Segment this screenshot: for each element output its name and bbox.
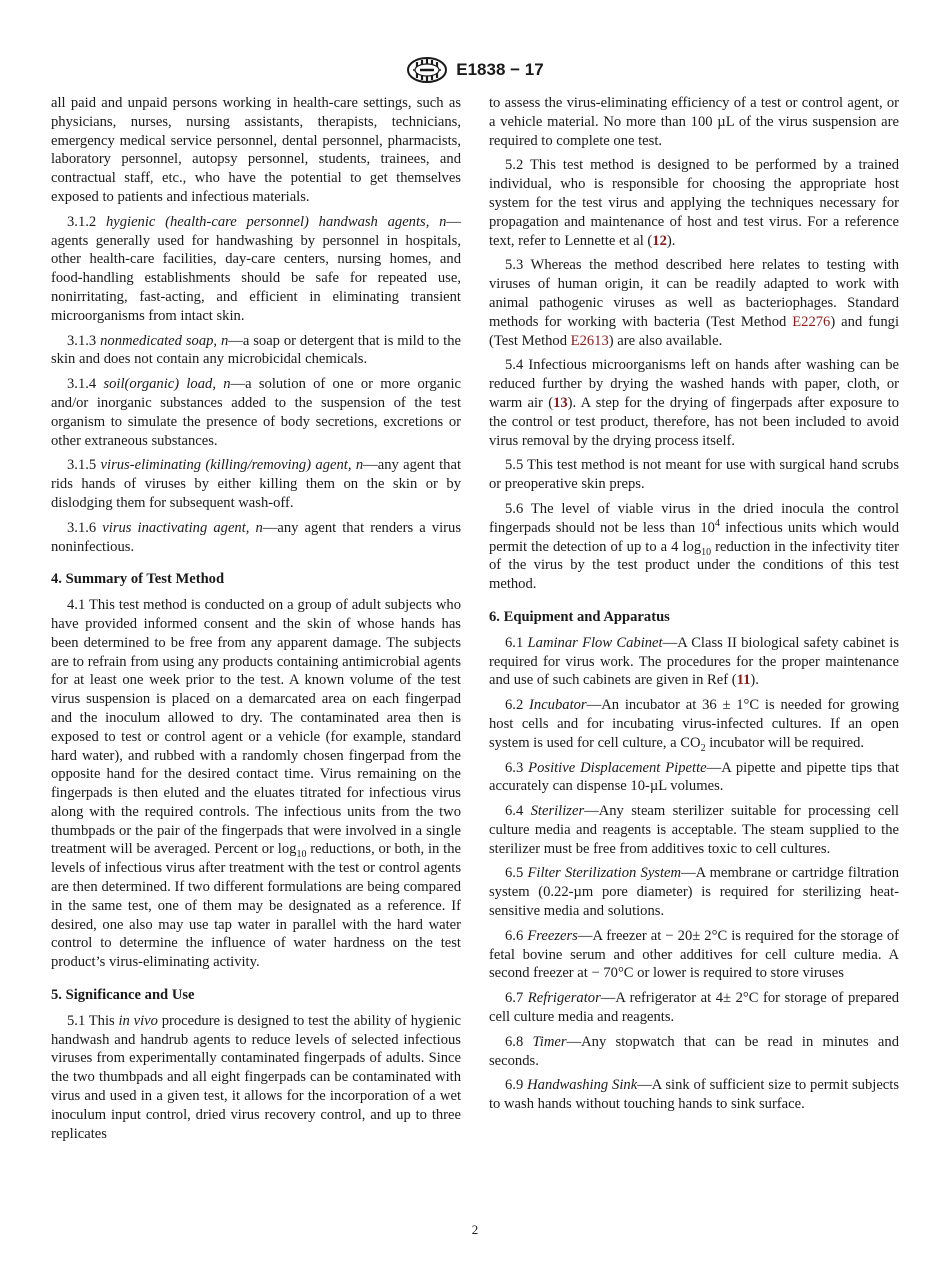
term: hygienic (health-care personnel) handwash agents, n [105, 213, 447, 230]
paragraph-6-6: 6.6 Freezers—A freezer at − 20± 2°C is required for the storage of fetal bovine serum and other additives for cell culture media. A second freezer at − 70°C or lower is required to store viruses [489, 927, 900, 982]
section-heading-6: 6. Equipment and Apparatus [489, 608, 670, 625]
paragraph-5-1: 5.1 This in vivo procedure is designed to test the ability of hygienic handwash and handrub agents to reduce levels of selected infectious viruses from experimentally contaminated fingerpads of adults. Since the two thumbpads and all eight fingerpads can be contaminated with virus and used in a given test, it allows for the incorporation of a wet inoculum input control, dried virus recovery control, and up to three replicates [51, 1012, 461, 1142]
section-heading-5: 5. Significance and Use [51, 987, 195, 1004]
page-number: 2 [471, 1222, 479, 1237]
section-heading-4: 4. Summary of Test Method [51, 571, 225, 588]
definition-3-1-5: 3.1.5 virus-eliminating (killing/removing) agent, n—any agent that rids hands of viruses by either killing them on the skin or by dislodging them for subsequent wash-off. [51, 457, 461, 511]
paragraph-6-9: 6.9 Handwashing Sink—A sink of sufficient size to permit subjects to wash hands without touching hands to sink surface. [489, 1077, 900, 1113]
right-column [489, 94, 899, 1120]
reference-link[interactable]: 13 [553, 394, 568, 411]
term: virus-eliminating (killing/removing) agent, n [100, 457, 364, 474]
standard-designation: E1838 − 17 [456, 60, 544, 79]
paragraph-5-4: 5.4 Infectious microorganisms left on hands after washing can be reduced further by drying the washed hands with paper, cloth, or warm air (13). A step for the drying of fingerpads after exposure to the control or test product, therefore, has not been included to avoid virus removal by the drying process itself. [489, 357, 899, 449]
paragraph-4-1: 4.1 This test method is conducted on a group of adult subjects who have provided informed consent and the skin of whose hands has been determined to be free from any apparent damage. The subjects are to refrain from using any products containing antimicrobial agents for at least one week prior to the test. A known volume of the test virus suspension is placed on a demarcated area on each fingerpad and the inoculum allowed to dry. The contaminated area then is exposed to test or control agent or a vehicle (for example, standard hard water), and rubbed with a randomly chosen fingerpad from the opposite hand for the desired contact time. Virus remaining on the fingerpads is then eluted and the eluates titrated for infectious virus along with the required controls. The infectious units from the two thumbpads or the pair of the fingerpads that were involved in a single treatment will be averaged. Percent or $\log_{10}$ reductions, or both, in the levels of infectious virus after treatment with the test or control agents are then determined. If two different formulations are being compared in the same test, one of them may be designated as a reference. If desired, one also may use tap water in parallel with the hard water control to determine the influence of water hardness on the test product’s virus-eliminating activity. [51, 597, 461, 971]
paragraph-6-3: 6.3 Positive Displacement Pipette—A pipette and pipette tips that accurately can dispense 10-µL volumes. [489, 759, 900, 795]
definition-3-1-4: 3.1.4 soil(organic) load, n—a solution of one or more organic and/or inorganic substances added to the suspension of the test organism to simulate the presence of body secretions, excretions or other extraneous substances. [51, 376, 461, 449]
paragraph-5-3: 5.3 Whereas the method described here relates to testing with viruses of human origin, it can be readily adapted to work with animal pathogenic viruses as well as bacteriophages. Standard methods for working with bacteria (Test Method E2276) and fungi (Test Method E2613) are also available. [489, 257, 899, 349]
reference-link[interactable]: 11 [736, 672, 751, 689]
paragraph-continued: all paid and unpaid persons working in health-care settings, such as physicians, nurses, nursing assistants, therapists, technicians, emergency medical service personnel, dental personnel, pharmacists, laboratory personnel, autopsy personnel, students, trainees, and contractual staff, etc., who have the potential to get themselves exposed to patients and infectious materials. [51, 95, 461, 205]
left-column [51, 94, 461, 1149]
term: virus inactivating agent, n [102, 519, 263, 536]
paragraph-6-7: 6.7 Refrigerator—A refrigerator at 4± 2°C for storage of prepared cell culture media and reagents. [489, 990, 900, 1026]
astm-logo-icon [406, 56, 448, 84]
reference-link[interactable]: 12 [652, 232, 667, 249]
paragraph-continued: to assess the virus-eliminating efficiency of a test or control agent, or a vehicle material. No more than 100 µL of the virus suspension are required to complete one test. [489, 95, 899, 149]
definition-3-1-6: 3.1.6 virus inactivating agent, n—any agent that renders a virus noninfectious. [51, 519, 461, 555]
paragraph-5-2: 5.2 This test method is designed to be performed by a trained individual, who is responsible for choosing the appropriate host system for the test virus and applying the techniques necessary for propagation and maintenance of host and test virus. For a reference text, refer to Lennette et al (12). [489, 157, 899, 249]
definition-3-1-3: 3.1.3 nonmedicated soap, n—a soap or detergent that is mild to the skin and does not contain any microbicidal chemicals. [51, 332, 461, 368]
standard-link-e2613[interactable]: E2613 [570, 332, 609, 349]
paragraph-6-5: 6.5 Filter Sterilization System—A membrane or cartridge filtration system (0.22-µm pore diameter) is required for sterilizing heat-sensitive media and solutions. [489, 865, 899, 920]
page-header [0, 56, 950, 84]
term: nonmedicated soap, n [100, 332, 229, 349]
paragraph-5-6: 5.6 The level of viable virus in the dried inocula the control fingerpads should not be less than $10^4$ infectious units which would permit the detection of up to a 4 $\log_{10}$ reduction in the infectivity titer of the virus by the test product under the conditions of this test method. [489, 500, 900, 593]
paragraph-6-2: 6.2 Incubator—An incubator at 36 ± 1°C is needed for growing host cells and for incubating virus-infected cultures. If an open system is used for cell culture, a $CO_2$ incubator will be required. [489, 697, 900, 754]
standard-link-e2276[interactable]: E2276 [792, 313, 831, 330]
definition-3-1-2: 3.1.2 hygienic (health-care personnel) handwash agents, n—agents generally used for handwashing by personnel in hospitals, other health-care facilities, day-care centers, nursing homes, and food-handling establishments should be safe for repeated use, nonirritating, fast-acting, and efficient in eliminating transient microorganisms from intact skin. [51, 213, 461, 324]
term: soil(organic) load, n [103, 376, 231, 393]
paragraph-5-5: 5.5 This test method is not meant for use with surgical hand scrubs or preoperative skin preps. [489, 457, 899, 493]
paragraph-6-4: 6.4 Sterilizer—Any steam sterilizer suitable for processing cell culture media and reagents is acceptable. The steam supplied to the sterilizer must be free from additives toxic to cell cultures. [489, 803, 899, 857]
paragraph-6-1: 6.1 Laminar Flow Cabinet—A Class II biological safety cabinet is required for virus work. The procedures for the proper maintenance and use of such cabinets are given in Ref (11). [489, 634, 900, 689]
paragraph-6-8: 6.8 Timer—Any stopwatch that can be read in minutes and seconds. [489, 1033, 899, 1069]
